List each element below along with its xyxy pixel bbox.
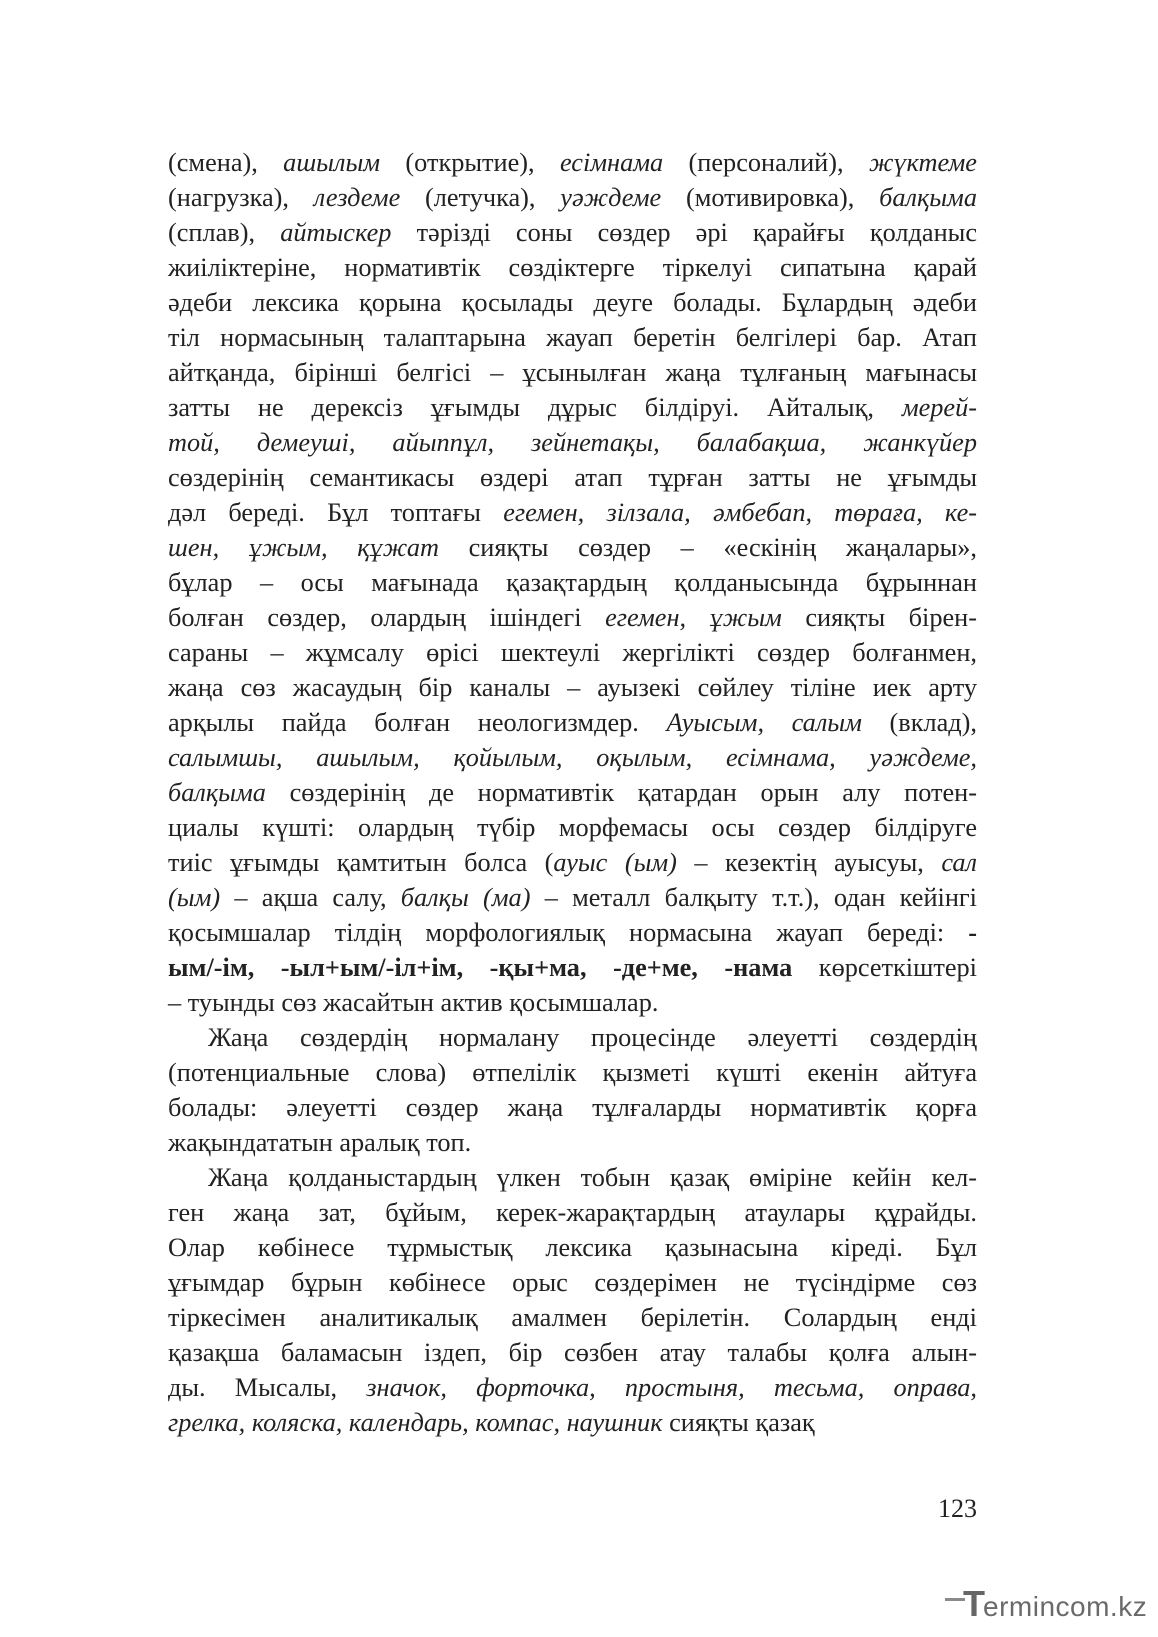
text-line (168, 1230, 977, 1265)
italic-term: есімнама (559, 148, 664, 177)
paragraph (168, 145, 977, 1020)
text-run: қосымшалар тілдің морфологиялық нормасына жауап береді: (168, 918, 969, 947)
text-line (168, 845, 977, 880)
italic-term: сал (941, 848, 977, 877)
text-line (168, 1335, 977, 1370)
text-run: ды. Мысалы, (168, 1373, 367, 1402)
text-run: (персоналий), (663, 148, 869, 177)
text-run: жаңа сөз жасаудың бір каналы – ауызекі сөйлеу тіліне иек арту (168, 673, 977, 702)
italic-term: ауыс (ым) (553, 848, 677, 877)
paragraph (168, 1020, 977, 1160)
text-run: (летучка), (400, 183, 561, 212)
text-run: – ақша салу, (220, 883, 401, 912)
text-run: – металл балқыту т.т.), одан кейінгі (530, 883, 977, 912)
italic-term: балқыма (879, 183, 977, 212)
text-run: арқылы пайда болған неологизмдер. (168, 708, 667, 737)
text-line (168, 145, 977, 180)
text-run: затты не дерексіз ұғымды дұрыс білдіруі. Айталық, (168, 393, 902, 422)
text-line (168, 320, 977, 355)
text-line (168, 705, 977, 740)
text-run: сараны – жұмсалу өрісі шектеулі жергілікті сөздер болғанмен, (168, 638, 977, 667)
text-run: тіл нормасының талаптарына жауап беретін белгілері бар. Атап (168, 323, 977, 352)
text-run: қазақша баламасын іздеп, бір сөзбен атау талабы қолға алын- (168, 1338, 977, 1367)
text-run: айтқанда, бірінші белгісі – ұсынылған жаңа тұлғаның мағынасы (168, 358, 977, 387)
text-line (168, 1265, 977, 1300)
text-line (168, 1160, 977, 1195)
text-run: көрсеткіштері (792, 953, 977, 982)
italic-term: (ым) (168, 883, 221, 912)
text-line (168, 1370, 977, 1405)
italic-term: Ауысым, салым (666, 708, 862, 737)
text-run: сияқты бірен- (781, 603, 977, 632)
text-run: бұлар – осы мағынада қазақтардың қолданысында бұрыннан (168, 568, 977, 597)
text-run: (мотивировка), (661, 183, 880, 212)
text-line (168, 600, 977, 635)
text-run: дәл береді. Бұл топтағы (168, 498, 504, 527)
text-run: сияқты сөздер – «ескінің жаңалары», (438, 533, 977, 562)
italic-term: шен, ұжым, құжат (168, 533, 439, 562)
italic-term: салымшы, ашылым, қойылым, оқылым, есімнама, уәждеме, (168, 743, 977, 772)
bold-suffix: ым/-ім, -ыл+ым/-іл+ім, -қы+ма, -де+ме, -нама (168, 953, 793, 982)
text-line (168, 1195, 977, 1230)
termincom-watermark-logo (945, 1582, 1148, 1626)
paragraph (168, 1160, 977, 1440)
watermark-dash-icon (945, 1598, 965, 1601)
text-run: жиіліктеріне, нормативтік сөздіктерге тіркелуі сипатына қарай (168, 253, 977, 282)
text-line (168, 985, 977, 1020)
italic-term: егемен, ұжым (605, 603, 782, 632)
text-run: (потенциальные слова) өтпелілік қызметі күшті екенін айтуға (168, 1058, 977, 1087)
watermark-first-letter: T (963, 1583, 985, 1624)
italic-term: балқыма (168, 778, 266, 807)
text-line (168, 775, 977, 810)
text-run: (вклад), (861, 708, 978, 737)
text-line (168, 180, 977, 215)
italic-term: грелка, коляска, календарь, компас, наушник (168, 1408, 663, 1437)
text-line (168, 495, 977, 530)
text-run: (смена), (168, 148, 284, 177)
text-line (168, 880, 977, 915)
text-run: тәрізді соны сөздер әрі қарайғы қолданыс (391, 218, 978, 247)
italic-term: мерей- (901, 393, 977, 422)
text-run: (нагрузка), (168, 183, 314, 212)
text-run: Олар көбінесе тұрмыстық лексика қазынасына кіреді. Бұл (168, 1233, 977, 1262)
text-run: Жаңа сөздердің нормалану процесінде әлеуетті сөздердің (208, 1023, 977, 1052)
text-run: ұғымдар бұрын көбінесе орыс сөздерімен не түсіндірме сөз (168, 1268, 977, 1297)
text-run: (открытие), (380, 148, 560, 177)
text-line (168, 1125, 977, 1160)
text-line (168, 390, 977, 425)
text-line (168, 670, 977, 705)
text-line (168, 1090, 977, 1125)
watermark-text: ermincom.kz (983, 1591, 1148, 1622)
text-line (168, 355, 977, 390)
text-line (168, 530, 977, 565)
italic-term: балқы (ма) (400, 883, 531, 912)
text-line (168, 425, 977, 460)
text-run: тиіс ұғымды қамтитын болса ( (168, 848, 554, 877)
bold-suffix: - (968, 918, 977, 947)
text-run: болған сөздер, олардың ішіндегі (168, 603, 606, 632)
italic-term: той, демеуші, айыппұл, зейнетақы, балабақша, жанкүйер (168, 428, 977, 457)
text-run: сөздерінің де нормативтік қатардан орын алу потен- (265, 778, 977, 807)
text-line (168, 740, 977, 775)
text-line (168, 250, 977, 285)
text-line (168, 1020, 977, 1055)
text-run: сөздерінің семантикасы өздері атап тұрған затты не ұғымды (168, 463, 977, 492)
italic-term: егемен, зілзала, әмбебап, төраға, ке- (503, 498, 977, 527)
text-line (168, 565, 977, 600)
text-line (168, 285, 977, 320)
italic-term: айтыскер (280, 218, 392, 247)
italic-term: уәждеме (560, 183, 662, 212)
text-run: – кезектің ауысуы, (676, 848, 942, 877)
text-run: – туынды сөз жасайтын актив қосымшалар. (168, 988, 659, 1017)
text-run: (сплав), (168, 218, 281, 247)
text-line (168, 635, 977, 670)
text-run: тіркесімен аналитикалық амалмен берілетін. Солардың енді (168, 1303, 977, 1332)
text-line (168, 950, 977, 985)
italic-term: лездеме (313, 183, 401, 212)
page-number: 123 (938, 1494, 977, 1523)
text-run: жақындататын аралық топ. (168, 1128, 472, 1157)
text-line (168, 915, 977, 950)
text-line (168, 460, 977, 495)
text-run: ген жаңа зат, бұйым, керек-жарақтардың атаулары құрайды. (168, 1198, 977, 1227)
text-run: циалы күшті: олардың түбір морфемасы осы сөздер білдіруге (168, 813, 977, 842)
text-line (168, 810, 977, 845)
page-body-text (168, 145, 977, 1440)
text-run: сияқты қазақ (662, 1408, 815, 1437)
text-line (168, 1055, 977, 1090)
text-run: әдеби лексика қорына қосылады деуге болады. Бұлардың әдеби (168, 288, 977, 317)
text-run: Жаңа қолданыстардың үлкен тобын қазақ өміріне кейін кел- (208, 1163, 977, 1192)
italic-term: жүктеме (868, 148, 977, 177)
italic-term: ашылым (283, 148, 381, 177)
italic-term: значок, форточка, простыня, тесьма, оправа, (366, 1373, 977, 1402)
text-line (168, 1405, 977, 1440)
text-line (168, 1300, 977, 1335)
text-line (168, 215, 977, 250)
text-run: болады: әлеуетті сөздер жаңа тұлғаларды нормативтік қорға (168, 1093, 977, 1122)
